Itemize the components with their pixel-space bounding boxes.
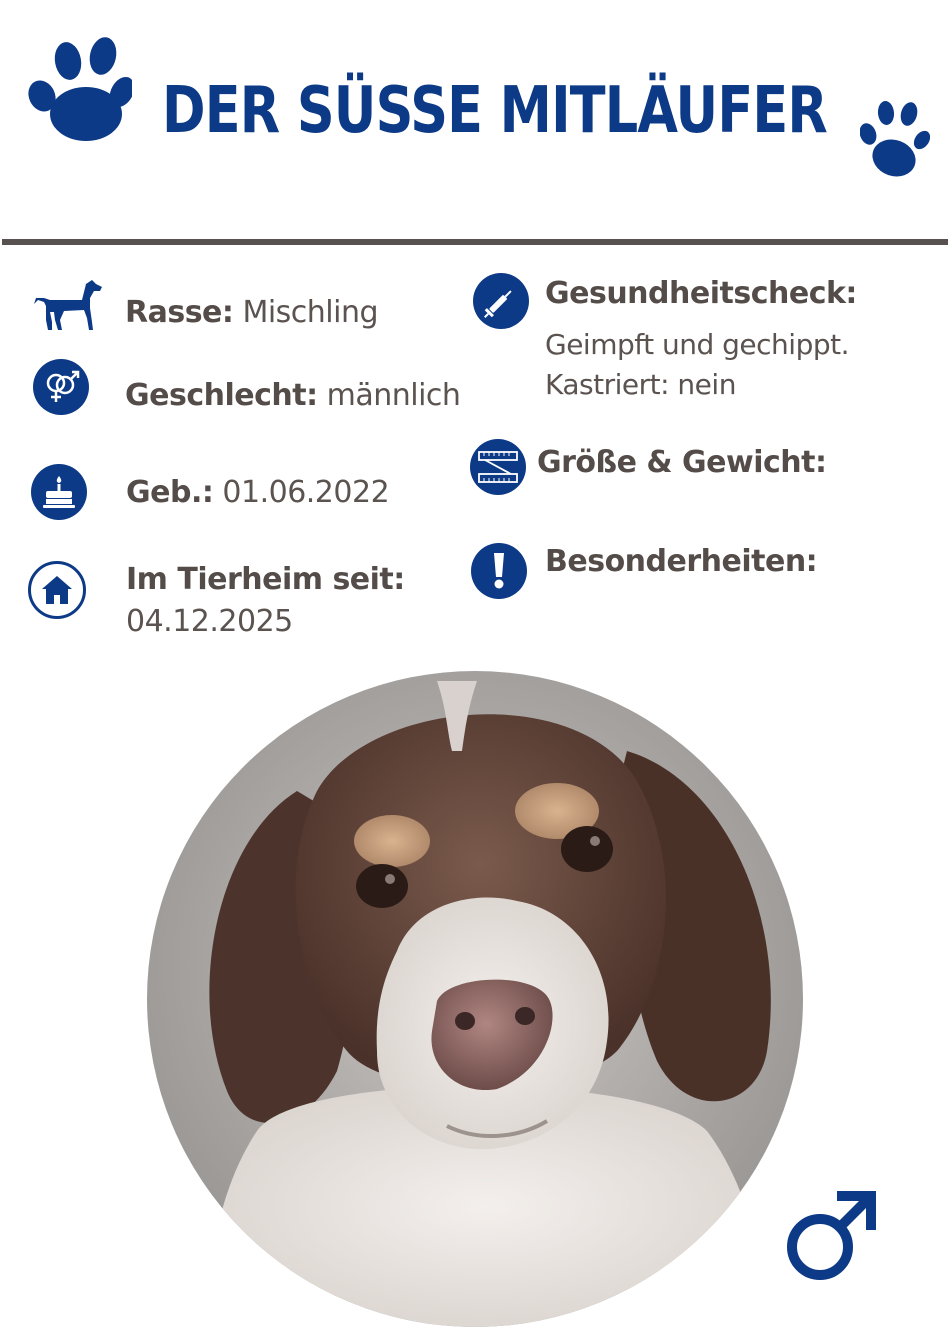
paw-icon xyxy=(860,100,930,182)
page-title: DER SÜSSE MITLÄUFER xyxy=(162,74,827,148)
geburt-info xyxy=(126,472,389,514)
geschlecht-value: männlich xyxy=(326,378,461,413)
gesundheit-label: Gesundheitscheck: xyxy=(545,276,857,311)
rasse-info xyxy=(125,292,378,334)
rasse-value: Mischling xyxy=(242,295,379,330)
measuring-tape-icon xyxy=(470,439,526,495)
house-icon xyxy=(28,561,86,619)
birthday-cake-icon xyxy=(31,464,87,520)
gender-symbols-icon xyxy=(33,359,89,415)
male-symbol-icon xyxy=(783,1188,879,1284)
gesundheit-line1: Geimpft und gechippt. xyxy=(545,328,850,361)
geburt-value: 01.06.2022 xyxy=(222,475,390,510)
geschlecht-info xyxy=(125,375,460,417)
dog-photo xyxy=(147,671,803,1327)
tierheim-value: 04.12.2025 xyxy=(126,604,293,639)
exclamation-icon xyxy=(471,543,527,599)
paw-icon xyxy=(26,34,132,144)
tierheim-label: Im Tierheim seit: xyxy=(126,562,405,597)
syringe-icon xyxy=(473,273,529,329)
geschlecht-label: Geschlecht: xyxy=(125,378,318,413)
rasse-label: Rasse: xyxy=(125,295,234,330)
divider xyxy=(2,239,948,245)
geburt-label: Geb.: xyxy=(126,475,214,510)
groesse-label: Größe & Gewicht: xyxy=(537,445,827,480)
besonderheiten-label: Besonderheiten: xyxy=(545,544,818,579)
dog-icon xyxy=(34,278,104,332)
gesundheit-line2: Kastriert: nein xyxy=(545,368,736,401)
